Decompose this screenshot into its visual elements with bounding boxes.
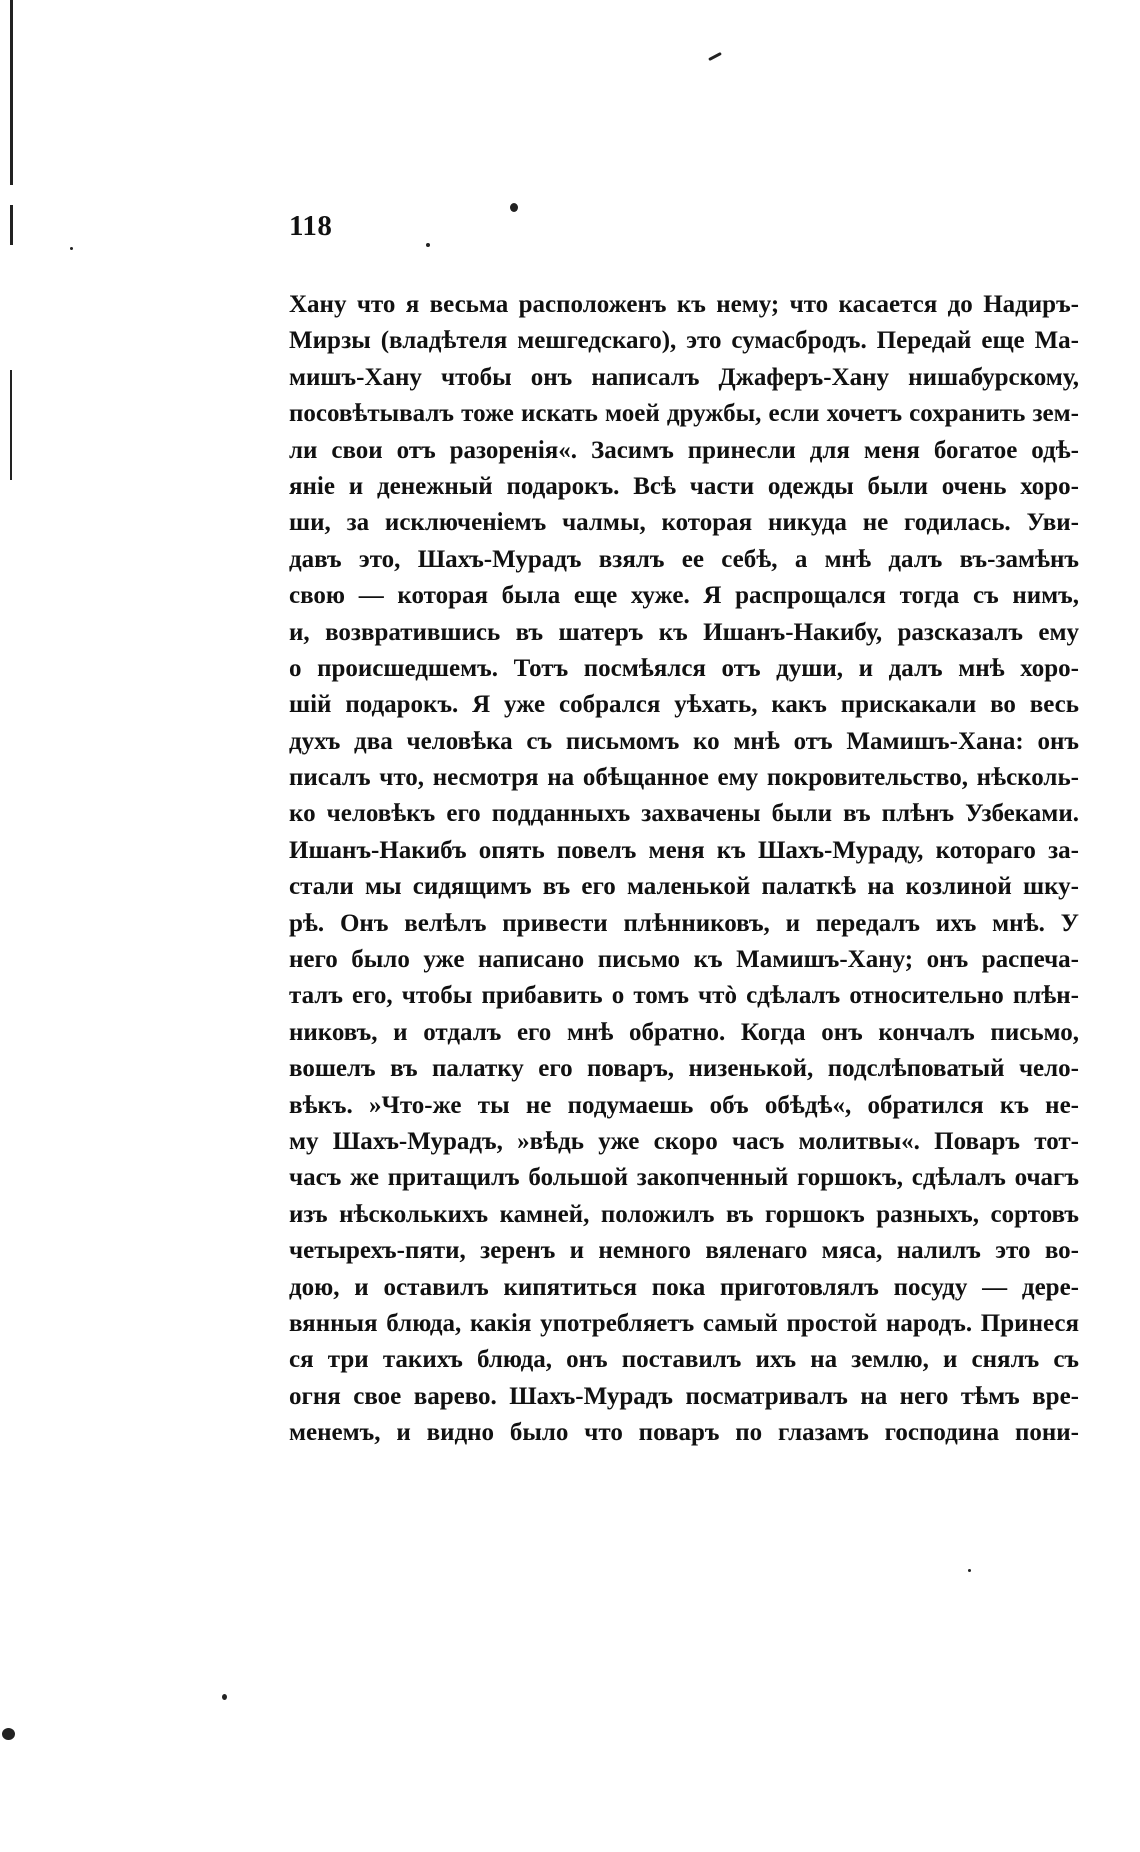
text-line: Мирзы (владѣтеля мешгедскаго), это сумасбродъ. Передай еще Ма-: [289, 327, 1079, 355]
scan-speck: [708, 52, 722, 61]
text-line: духъ два человѣка съ письмомъ ко мнѣ отъ Мамишъ-Хана: онъ: [289, 727, 1079, 755]
text-line: ко человѣкъ его подданныхъ захвачены были въ плѣнъ Узбеками.: [289, 800, 1079, 828]
text-line: стали мы сидящимъ въ его маленькой палаткѣ на козлиной шку-: [289, 873, 1079, 901]
text-line: о происшедшемъ. Тотъ посмѣялся отъ души, и далъ мнѣ хоро-: [289, 654, 1079, 682]
text-line: давъ это, Шахъ-Мурадъ взялъ ее себѣ, а мнѣ далъ въ-замѣнъ: [289, 545, 1079, 573]
text-line: яніе и денежный подарокъ. Всѣ части одежды были очень хоро-: [289, 472, 1079, 500]
text-line: мишъ-Хану чтобы онъ написалъ Джаферъ-Хану нишабурскому,: [289, 363, 1079, 391]
text-line: четырехъ-пяти, зеренъ и немного вяленаго мяса, налилъ это во-: [289, 1237, 1079, 1265]
text-line: талъ его, чтобы прибавить о томъ чтò сдѣлалъ относительно плѣн-: [289, 982, 1079, 1010]
text-line: него было уже написано письмо къ Мамишъ-Хану; онъ распеча-: [289, 946, 1079, 974]
scan-speck: [70, 247, 73, 250]
text-line: Хану что я весьма расположенъ къ нему; что касается до Надиръ-: [289, 291, 1079, 318]
text-line: посовѣтывалъ тоже искать моей дружбы, если хочетъ сохранить зем-: [289, 400, 1079, 428]
scan-speck: [2, 1728, 15, 1740]
text-line: и, возвратившись въ шатеръ къ Ишанъ-Накибу, разсказалъ ему: [289, 618, 1079, 646]
page-number: 118: [289, 210, 333, 242]
text-line: изъ нѣсколькихъ камней, положилъ въ горшокъ разныхъ, сортовъ: [289, 1200, 1079, 1228]
scan-binding-shadow: [10, 205, 13, 245]
text-line: вянныя блюда, какія употребляетъ самый простой народъ. Принеся: [289, 1309, 1079, 1337]
text-line: рѣ. Онъ велѣлъ привести плѣнниковъ, и передалъ ихъ мнѣ. У: [289, 909, 1079, 937]
text-line: никовъ, и отдалъ его мнѣ обратно. Когда онъ кончалъ письмо,: [289, 1018, 1079, 1046]
scan-speck: [222, 1694, 227, 1700]
text-line: ши, за исключеніемъ чалмы, которая никуда не годилась. Уви-: [289, 509, 1079, 537]
text-line: шій подарокъ. Я уже собрался уѣхать, какъ прискакали во весь: [289, 691, 1079, 719]
text-line: ся три такихъ блюда, онъ поставилъ ихъ на землю, и снялъ съ: [289, 1346, 1079, 1374]
scan-binding-shadow: [10, 370, 12, 480]
text-line: Ишанъ-Накибъ опять повелъ меня къ Шахъ-Мураду, котораго за-: [289, 836, 1079, 864]
text-line: часъ же притащилъ большой закопченный горшокъ, сдѣлалъ очагъ: [289, 1164, 1079, 1192]
text-line: менемъ, и видно было что поваръ по глазамъ господина пони-: [289, 1419, 1079, 1447]
body-text: [289, 287, 1079, 1452]
text-line: свою — которая была еще хуже. Я распрощался тогда съ нимъ,: [289, 582, 1079, 610]
text-line: ли свои отъ разоренія«. Засимъ принесли для меня богатое одѣ-: [289, 436, 1079, 464]
text-line: дою, и оставилъ кипятиться пока приготовлялъ посуду — дере-: [289, 1273, 1079, 1301]
scan-binding-shadow: [10, 0, 13, 185]
scan-speck: [510, 203, 518, 212]
text-line: вошелъ въ палатку его поваръ, низенькой, подслѣповатый чело-: [289, 1055, 1079, 1083]
text-line: огня свое варево. Шахъ-Мурадъ посматривалъ на него тѣмъ вре-: [289, 1382, 1079, 1410]
text-line: му Шахъ-Мурадъ, »вѣдь уже скоро часъ молитвы«. Поваръ тот-: [289, 1127, 1079, 1155]
text-line: вѣкъ. »Что-же ты не подумаешь объ обѣдѣ«, обратился къ не-: [289, 1091, 1079, 1119]
scan-speck: [968, 1569, 971, 1572]
scan-speck: [426, 243, 430, 247]
text-line: писалъ что, несмотря на обѣщанное ему покровительство, нѣсколь-: [289, 764, 1079, 792]
